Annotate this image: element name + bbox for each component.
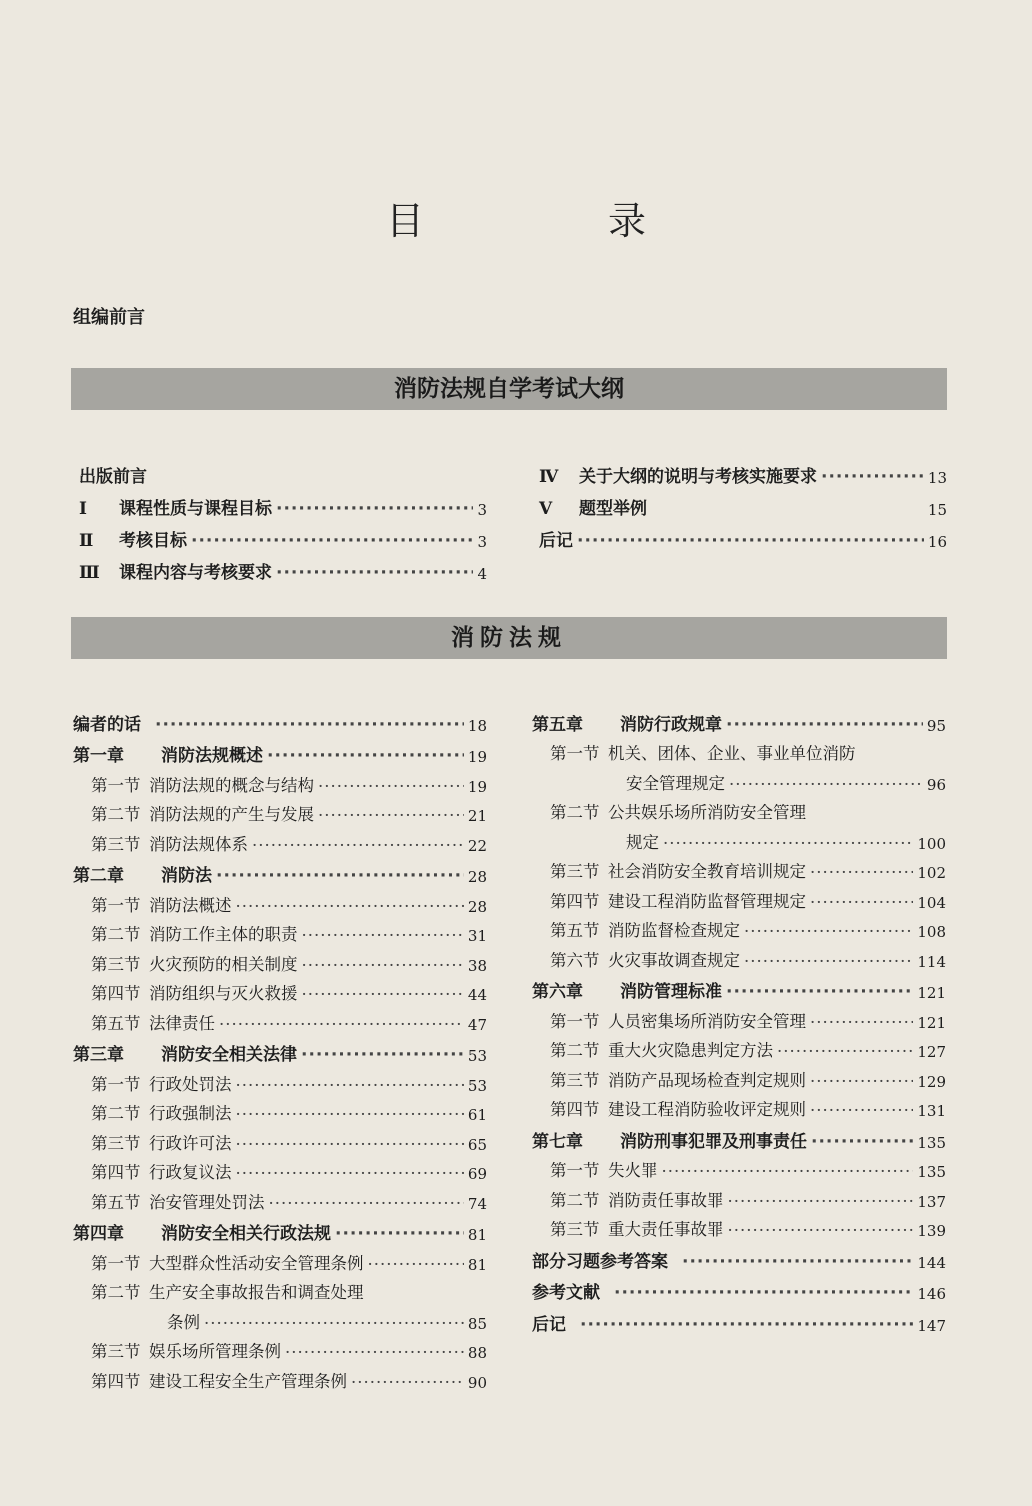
entry-number: 第二章 [73, 866, 124, 886]
page-number: 53 [467, 1047, 487, 1065]
syllabus-entry[interactable] [73, 455, 487, 487]
entry-title: 建设工程消防监督管理规定 [608, 891, 806, 911]
page-number: 22 [467, 836, 487, 855]
page-number: 74 [467, 1194, 487, 1213]
entry-number: 第五章 [532, 714, 583, 735]
leader-dots [351, 1373, 464, 1392]
syllabus-entry[interactable] [73, 519, 487, 551]
section-entry-continued[interactable] [532, 764, 946, 794]
entry-numeral: Ⅰ [79, 499, 87, 519]
section-entry[interactable] [73, 1095, 487, 1125]
leader-dots [368, 1255, 464, 1274]
entry-title: 消防组织与灭火救援 [149, 984, 298, 1003]
entry-number: 第四节 [550, 891, 600, 911]
entry-title: 火灾事故调查规定 [608, 950, 740, 970]
page-number: 144 [917, 1253, 946, 1272]
entry-number: 第五节 [91, 1192, 141, 1212]
toc-right-column [532, 703, 946, 1335]
entry-title: 消防安全相关行政法规 [161, 1224, 331, 1244]
page-number: 147 [917, 1316, 946, 1335]
entry-title: 消防工作主体的职责 [149, 925, 298, 944]
section-entry[interactable] [73, 1333, 487, 1363]
entry-title: 消防法概述 [149, 895, 232, 915]
entry-number: 第四章 [73, 1224, 124, 1244]
leader-dots [580, 1315, 913, 1335]
entry-title: 社会消防安全教育培训规定 [608, 862, 806, 881]
chapter-entry[interactable] [532, 971, 946, 1003]
toc-left-column [73, 703, 487, 1392]
page-number: 81 [467, 1226, 487, 1244]
leader-dots [335, 1224, 464, 1244]
section-entry[interactable] [532, 794, 946, 824]
page-number: 85 [467, 1314, 487, 1333]
leader-dots [236, 1135, 464, 1154]
entry-numeral: Ⅴ [539, 499, 553, 519]
section-entry-continued[interactable] [532, 823, 946, 853]
entry-number: 后记 [532, 1314, 566, 1335]
entry-number: 第二节 [550, 1041, 600, 1060]
leader-dots [777, 1042, 913, 1061]
leader-dots [236, 1076, 464, 1095]
entry-number: 第六节 [550, 950, 600, 970]
entry-title: 消防法规体系 [149, 834, 248, 854]
section-entry[interactable] [73, 1004, 487, 1034]
entry-title: 法律责任 [149, 1013, 215, 1033]
leader-dots [155, 715, 464, 735]
entry-title: 消防刑事犯罪及刑事责任 [620, 1131, 807, 1152]
page-number: 31 [467, 927, 487, 945]
entry-title: 消防安全相关法律 [161, 1045, 297, 1065]
page-number: 131 [917, 1102, 946, 1120]
chapter-entry[interactable] [532, 1240, 946, 1272]
chapter-entry[interactable] [73, 1034, 487, 1066]
page-number: 69 [467, 1165, 487, 1183]
entry-title: 大型群众性活动安全管理条例 [149, 1253, 364, 1273]
leader-dots [662, 1162, 914, 1181]
section-entry[interactable] [73, 1183, 487, 1213]
page-number: 53 [467, 1076, 487, 1095]
chapter-entry[interactable] [532, 1272, 946, 1304]
section-entry[interactable] [73, 796, 487, 826]
entry-title: 消防管理标准 [620, 982, 722, 1002]
entry-number: 第一节 [91, 1074, 141, 1094]
syllabus-left-column [73, 455, 487, 583]
entry-number: 第三节 [91, 834, 141, 854]
page-number: 88 [467, 1344, 487, 1362]
entry-number: 第四节 [550, 1100, 600, 1119]
chapter-entry[interactable] [532, 703, 946, 735]
entry-title: 生产安全事故报告和调查处理 [149, 1283, 364, 1302]
syllabus-entry[interactable] [533, 487, 947, 519]
entry-title: 规定 [626, 832, 659, 852]
leader-dots [252, 836, 464, 855]
entry-number: 第三节 [550, 1220, 600, 1239]
page-number: 135 [917, 1163, 946, 1181]
entry-title: 行政许可法 [149, 1133, 232, 1153]
section-entry-continued[interactable] [73, 1303, 487, 1333]
page-number: 61 [467, 1106, 487, 1124]
page-number: 19 [467, 777, 487, 796]
syllabus-entry[interactable] [533, 519, 947, 551]
entry-title: 重大火灾隐患判定方法 [608, 1041, 773, 1060]
leader-dots [276, 563, 473, 583]
page-number: 81 [467, 1255, 487, 1274]
entry-title: 出版前言 [79, 467, 147, 487]
entry-title: 建设工程消防验收评定规则 [608, 1100, 806, 1119]
entry-title: 火灾预防的相关制度 [149, 954, 298, 974]
leader-dots [236, 1105, 464, 1124]
section-entry[interactable] [532, 1061, 946, 1091]
entry-title: 消防产品现场检查判定规则 [608, 1070, 806, 1090]
chapter-entry[interactable] [532, 1303, 946, 1335]
entry-title: 机关、团体、企业、事业单位消防 [608, 744, 856, 763]
entry-number: 第一节 [91, 895, 141, 915]
entry-number: 编者的话 [73, 714, 141, 735]
page-number: 146 [917, 1285, 946, 1303]
section-entry[interactable] [73, 916, 487, 946]
leader-dots [318, 777, 464, 796]
entry-number: 第七章 [532, 1131, 583, 1152]
section-entry[interactable] [73, 1244, 487, 1274]
entry-title: 关于大纲的说明与考核实施要求 [579, 467, 817, 487]
entry-title: 课程性质与课程目标 [119, 499, 272, 519]
section-entry[interactable] [73, 825, 487, 855]
leader-dots [236, 1164, 464, 1183]
page-number: 3 [477, 501, 487, 519]
page-number: 13 [927, 469, 947, 487]
entry-title: 后记 [539, 531, 573, 551]
page-number: 139 [917, 1222, 946, 1240]
section-entry[interactable] [532, 1032, 946, 1062]
section-entry[interactable] [73, 1362, 487, 1392]
page-number: 28 [467, 868, 487, 886]
page-number: 38 [467, 956, 487, 975]
chapter-entry[interactable] [73, 1213, 487, 1245]
leader-dots [811, 1132, 913, 1152]
leader-dots [236, 897, 464, 916]
section-entry[interactable] [532, 941, 946, 971]
leader-dots [216, 866, 464, 886]
leader-dots [663, 834, 913, 853]
section-entry[interactable] [73, 1274, 487, 1304]
chapter-entry[interactable] [73, 855, 487, 887]
page-number: 3 [477, 533, 487, 551]
leader-dots [728, 1192, 914, 1211]
section-entry[interactable] [73, 886, 487, 916]
entry-title: 消防责任事故罪 [608, 1190, 724, 1210]
page-number: 102 [917, 864, 946, 882]
leader-dots [219, 1015, 464, 1034]
entry-title: 行政强制法 [149, 1104, 232, 1123]
page-number: 129 [917, 1072, 946, 1091]
page-number: 127 [917, 1043, 946, 1061]
section-entry[interactable] [532, 1152, 946, 1182]
entry-title: 消防法规的概念与结构 [149, 775, 314, 795]
section-entry[interactable] [532, 853, 946, 883]
page-number: 95 [926, 716, 946, 735]
entry-number: 第二节 [91, 1283, 141, 1302]
entry-title: 消防法规的产生与发展 [149, 805, 314, 824]
leader-dots [285, 1343, 464, 1362]
page-number: 4 [477, 565, 487, 583]
entry-number: 第三节 [91, 1133, 141, 1153]
entry-title: 行政复议法 [149, 1163, 232, 1182]
page-number: 135 [917, 1133, 946, 1152]
entry-number: 参考文献 [532, 1283, 600, 1303]
section-entry[interactable] [73, 975, 487, 1005]
leader-dots [302, 956, 464, 975]
entry-numeral: Ⅲ [79, 563, 100, 583]
entry-number: 第一节 [550, 744, 600, 763]
leader-dots [614, 1283, 913, 1303]
entry-title: 行政处罚法 [149, 1074, 232, 1094]
entry-title: 消防监督检查规定 [608, 921, 740, 940]
page-number: 108 [917, 923, 946, 941]
entry-number: 第一节 [91, 1253, 141, 1273]
entry-number: 第二节 [550, 1190, 600, 1210]
section-entry[interactable] [532, 735, 946, 765]
entry-number: 第一章 [73, 746, 124, 766]
section-entry[interactable] [532, 882, 946, 912]
entry-number: 第一节 [550, 1011, 600, 1031]
leader-dots [269, 1194, 464, 1213]
syllabus-entry[interactable] [73, 551, 487, 583]
entry-title: 重大责任事故罪 [608, 1220, 724, 1239]
leader-dots [726, 982, 913, 1002]
entry-title: 条例 [167, 1312, 200, 1332]
entry-title: 公共娱乐场所消防安全管理 [608, 803, 806, 822]
page-number: 114 [917, 952, 946, 971]
leader-dots [810, 863, 913, 882]
entry-numeral: Ⅱ [79, 531, 94, 551]
entry-number: 第一节 [550, 1161, 600, 1180]
leader-dots [810, 1101, 913, 1120]
page-number: 100 [917, 834, 946, 853]
page-number: 104 [917, 893, 946, 912]
leader-dots [276, 499, 473, 519]
section-banner-regulations: 消防法规 [71, 617, 947, 659]
entry-title: 消防法规概述 [161, 746, 263, 766]
section-entry[interactable] [73, 1154, 487, 1184]
entry-number: 第四节 [91, 1371, 141, 1391]
entry-number: 部分习题参考答案 [532, 1251, 668, 1272]
entry-number: 第二节 [91, 805, 141, 824]
leader-dots [302, 926, 464, 945]
entry-title: 娱乐场所管理条例 [149, 1342, 281, 1361]
page-number: 96 [926, 775, 946, 794]
page-number: 21 [467, 807, 487, 825]
entry-number: 第二节 [91, 1104, 141, 1123]
entry-number: 第六章 [532, 982, 583, 1002]
page-number: 65 [467, 1135, 487, 1154]
leader-dots [302, 985, 464, 1004]
page-number: 44 [467, 986, 487, 1004]
entry-number: 第三节 [550, 1070, 600, 1090]
preface-entry[interactable]: 组编前言 [73, 307, 145, 328]
entry-title: 人员密集场所消防安全管理 [608, 1011, 806, 1031]
page-title: 目 录 [385, 199, 733, 243]
entry-title: 课程内容与考核要求 [119, 563, 272, 583]
page-number: 15 [927, 501, 947, 519]
section-entry[interactable] [532, 1002, 946, 1032]
leader-dots [267, 746, 464, 766]
leader-dots [744, 952, 913, 971]
entry-number: 第四节 [91, 984, 141, 1003]
entry-number: 第二节 [91, 925, 141, 944]
entry-number: 第三节 [550, 862, 600, 881]
leader-dots [810, 893, 913, 912]
section-entry[interactable] [532, 912, 946, 942]
leader-dots [577, 531, 924, 551]
entry-title: 消防行政规章 [620, 714, 722, 735]
syllabus-entry[interactable] [533, 455, 947, 487]
leader-dots [728, 1221, 914, 1240]
entry-title: 安全管理规定 [626, 773, 725, 793]
entry-title: 消防法 [161, 866, 212, 886]
leader-dots [318, 806, 464, 825]
page-number: 137 [917, 1192, 946, 1211]
entry-title: 题型举例 [579, 499, 647, 519]
entry-number: 第五节 [91, 1013, 141, 1033]
page-number: 18 [467, 716, 487, 735]
page-number: 47 [467, 1015, 487, 1034]
section-entry[interactable] [532, 1091, 946, 1121]
entry-numeral: Ⅳ [539, 467, 559, 487]
leader-dots [204, 1314, 464, 1333]
page-number: 19 [467, 748, 487, 766]
section-entry[interactable] [73, 1065, 487, 1095]
leader-dots [682, 1252, 913, 1272]
page-number: 90 [467, 1373, 487, 1392]
entry-number: 第三节 [91, 954, 141, 974]
entry-title: 治安管理处罚法 [149, 1192, 265, 1212]
section-entry[interactable] [73, 945, 487, 975]
page-number: 28 [467, 897, 487, 916]
page-number: 121 [917, 1013, 946, 1032]
leader-dots [821, 467, 924, 487]
entry-number: 第一节 [91, 775, 141, 795]
entry-number: 第五节 [550, 921, 600, 940]
leader-dots [191, 531, 473, 551]
section-entry[interactable] [73, 1124, 487, 1154]
chapter-entry[interactable] [532, 1120, 946, 1152]
page-number: 121 [917, 984, 946, 1002]
section-banner-syllabus: 消防法规自学考试大纲 [71, 368, 947, 410]
leader-dots [729, 775, 923, 794]
syllabus-entry[interactable] [73, 487, 487, 519]
section-entry[interactable] [532, 1211, 946, 1241]
entry-number: 第三章 [73, 1045, 124, 1065]
entry-number: 第四节 [91, 1163, 141, 1182]
leader-dots [810, 1013, 913, 1032]
entry-number: 第二节 [550, 803, 600, 822]
syllabus-right-column [533, 455, 947, 551]
entry-number: 第三节 [91, 1342, 141, 1361]
section-entry[interactable] [532, 1181, 946, 1211]
leader-dots [301, 1045, 464, 1065]
chapter-entry[interactable] [73, 703, 487, 735]
entry-title: 失火罪 [608, 1161, 658, 1180]
page-number: 16 [927, 533, 947, 551]
section-entry[interactable] [73, 766, 487, 796]
chapter-entry[interactable] [73, 735, 487, 767]
leader-dots [810, 1072, 913, 1091]
leader-dots [726, 715, 923, 735]
entry-title: 建设工程安全生产管理条例 [149, 1371, 347, 1391]
entry-title: 考核目标 [119, 531, 187, 551]
leader-dots [744, 922, 913, 941]
